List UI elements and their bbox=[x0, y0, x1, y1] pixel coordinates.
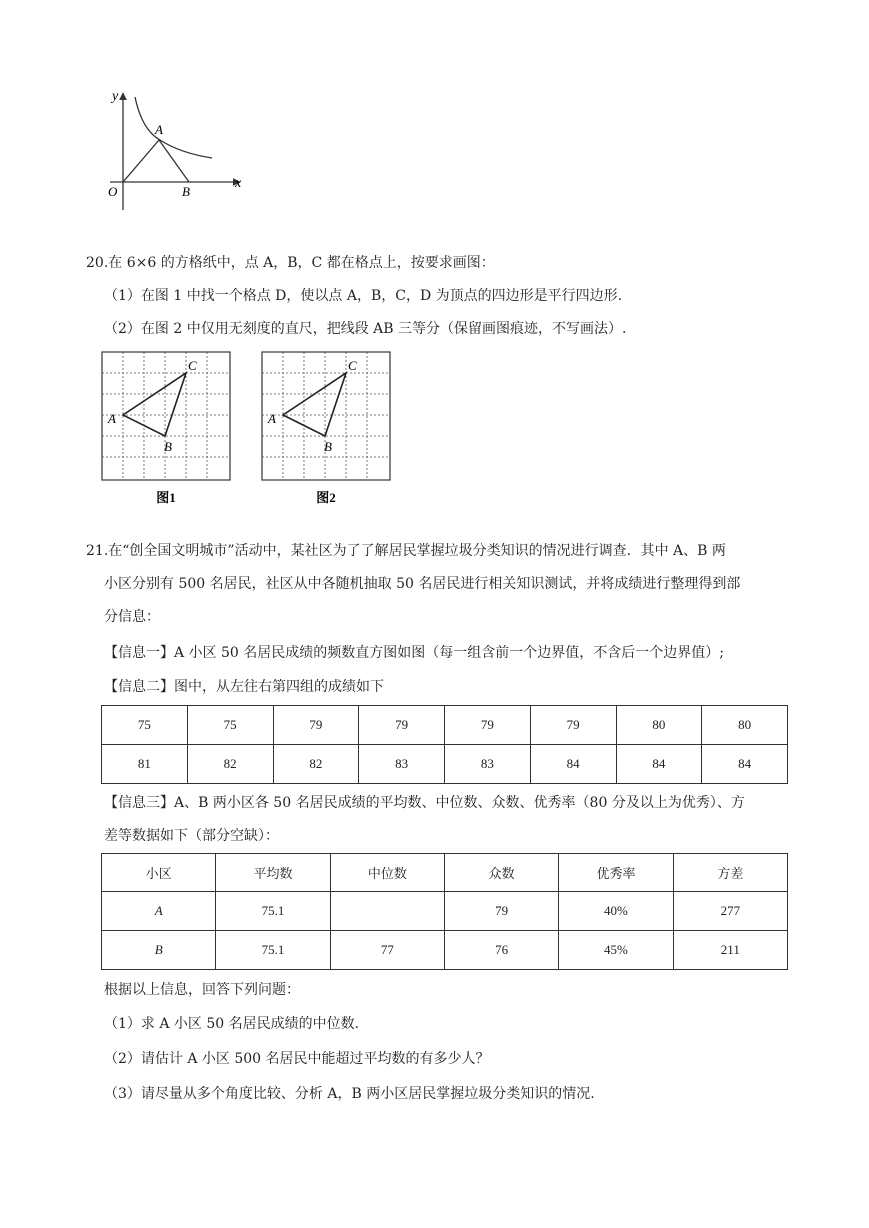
q21-stem-line2: 小区分别有 500 名居民，社区从中各随机抽取 50 名居民进行相关知识测试，并将成绩进行整理得到部 bbox=[104, 576, 741, 592]
fig1-caption: 图1 bbox=[156, 490, 176, 505]
table-cell: 79 bbox=[530, 706, 616, 745]
table-cell: 83 bbox=[445, 745, 531, 784]
table-cell bbox=[330, 892, 444, 931]
table-cell: 40% bbox=[559, 892, 673, 931]
fig2-caption: 图2 bbox=[316, 490, 336, 505]
table-cell: 79 bbox=[359, 706, 445, 745]
table-cell: 84 bbox=[702, 745, 788, 784]
table-cell: 277 bbox=[673, 892, 787, 931]
table-cell: 77 bbox=[330, 931, 444, 970]
grid-lines bbox=[262, 352, 390, 480]
table-cell: 84 bbox=[616, 745, 702, 784]
label-B: B bbox=[164, 439, 172, 454]
table-cell: 75.1 bbox=[216, 931, 330, 970]
q21-q3: （3）请尽量从多个角度比较、分析 A，B 两小区居民掌握垃圾分类知识的情况. bbox=[104, 1086, 595, 1102]
label-x: x bbox=[235, 176, 242, 191]
table-cell: 80 bbox=[702, 706, 788, 745]
header-cell: 小区 bbox=[102, 854, 216, 892]
label-A: A bbox=[108, 411, 116, 426]
grid-lines bbox=[102, 352, 230, 480]
table-cell: B bbox=[102, 931, 216, 970]
table-cell: 76 bbox=[444, 931, 558, 970]
table-row bbox=[102, 892, 788, 931]
q21-stem-line1: 21.在“创全国文明城市”活动中，某社区为了了解居民掌握垃圾分类知识的情况进行调查．其中 A、B 两 bbox=[86, 543, 726, 559]
table-cell: 75 bbox=[187, 706, 273, 745]
grid-border bbox=[102, 352, 230, 480]
table-cell: 81 bbox=[102, 745, 188, 784]
label-y: y bbox=[112, 89, 119, 104]
triangle-ABC bbox=[283, 373, 346, 436]
table-cell: A bbox=[102, 892, 216, 931]
hyperbola-curve bbox=[135, 97, 212, 158]
table-header-row bbox=[102, 854, 788, 892]
label-C: C bbox=[188, 358, 197, 373]
table-row bbox=[102, 931, 788, 970]
q20-part1: （1）在图 1 中找一个格点 D，使以点 A，B，C，D 为顶点的四边形是平行四边形. bbox=[104, 288, 623, 304]
table-cell: 79 bbox=[445, 706, 531, 745]
q21-info1: 【信息一】A 小区 50 名居民成绩的频数直方图如图（每一组含前一个边界值，不含后一个边界值）; bbox=[104, 645, 724, 661]
q21-prompt: 根据以上信息，回答下列问题： bbox=[104, 982, 300, 998]
triangle-ABC bbox=[123, 373, 186, 436]
q21-info3-line1: 【信息三】A、B 两小区各 50 名居民成绩的平均数、中位数、众数、优秀率（80 分及以上为优秀）、方 bbox=[104, 795, 745, 811]
label-A: A bbox=[268, 411, 276, 426]
segment-AB bbox=[159, 140, 189, 182]
table-cell: 82 bbox=[273, 745, 359, 784]
label-O: O bbox=[108, 184, 118, 199]
table-cell: 84 bbox=[530, 745, 616, 784]
label-A: A bbox=[155, 122, 163, 137]
table-cell: 80 bbox=[616, 706, 702, 745]
label-B: B bbox=[324, 439, 332, 454]
q21-info2: 【信息二】图中，从左往右第四组的成绩如下 bbox=[104, 679, 384, 695]
hyperbola-figure bbox=[100, 85, 260, 215]
header-cell: 方差 bbox=[673, 854, 787, 892]
q21-stem-line3: 分信息： bbox=[104, 609, 160, 625]
header-cell: 中位数 bbox=[330, 854, 444, 892]
label-C: C bbox=[348, 358, 357, 373]
q21-q2: （2）请估计 A 小区 500 名居民中能超过平均数的有多少人？ bbox=[104, 1051, 490, 1067]
header-cell: 众数 bbox=[444, 854, 558, 892]
grid-figure-2 bbox=[260, 350, 395, 510]
q21-info3-line2: 差等数据如下（部分空缺）： bbox=[104, 828, 279, 844]
table-cell: 83 bbox=[359, 745, 445, 784]
segment-OA bbox=[123, 140, 159, 182]
q20-part2: （2）在图 2 中仅用无刻度的直尺，把线段 AB 三等分（保留画图痕迹，不写画法）. bbox=[104, 321, 627, 337]
table-row bbox=[102, 745, 788, 784]
table-cell: 79 bbox=[444, 892, 558, 931]
q20-stem: 20.在 6×6 的方格纸中，点 A，B，C 都在格点上，按要求画图： bbox=[86, 255, 495, 271]
q21-q1: （1）求 A 小区 50 名居民成绩的中位数. bbox=[104, 1016, 360, 1032]
grid-figure-1 bbox=[100, 350, 235, 510]
table-cell: 75.1 bbox=[216, 892, 330, 931]
table-row bbox=[102, 706, 788, 745]
header-cell: 优秀率 bbox=[559, 854, 673, 892]
table-cell: 211 bbox=[673, 931, 787, 970]
header-cell: 平均数 bbox=[216, 854, 330, 892]
table-cell: 82 bbox=[187, 745, 273, 784]
table-cell: 45% bbox=[559, 931, 673, 970]
scores-table bbox=[101, 705, 788, 784]
table-cell: 79 bbox=[273, 706, 359, 745]
table-cell: 75 bbox=[102, 706, 188, 745]
label-B: B bbox=[182, 184, 190, 199]
stats-table bbox=[101, 853, 788, 970]
grid-border bbox=[262, 352, 390, 480]
